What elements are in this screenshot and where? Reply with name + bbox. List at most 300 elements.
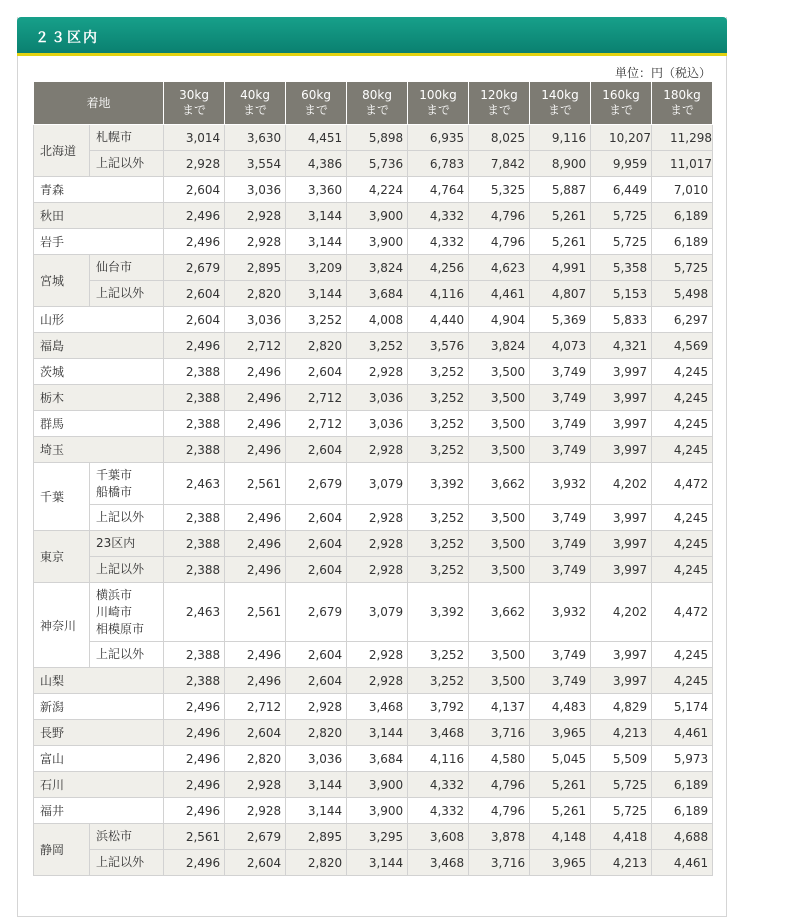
header-weight-kg: 160kg xyxy=(602,88,640,102)
header-weight xyxy=(408,82,469,125)
price-cell: 2,496 xyxy=(225,531,286,557)
price-cell: 4,796 xyxy=(469,772,530,798)
prefecture-cell: 神奈川 xyxy=(34,583,90,668)
price-cell: 2,679 xyxy=(286,583,347,642)
price-cell: 3,500 xyxy=(469,411,530,437)
table-row xyxy=(34,505,713,531)
city-cell: 上記以外 xyxy=(90,281,164,307)
price-cell: 4,991 xyxy=(530,255,591,281)
price-cell: 3,036 xyxy=(347,385,408,411)
price-cell: 2,496 xyxy=(225,385,286,411)
price-cell: 2,604 xyxy=(286,642,347,668)
price-cell: 3,997 xyxy=(591,668,652,694)
city-cell: 浜松市 xyxy=(90,824,164,850)
header-weight-suffix: まで xyxy=(548,103,573,117)
price-cell: 3,997 xyxy=(591,437,652,463)
price-cell: 5,725 xyxy=(652,255,713,281)
price-cell: 2,388 xyxy=(164,411,225,437)
price-cell: 3,965 xyxy=(530,850,591,876)
header-weight-kg: 60kg xyxy=(301,88,331,102)
price-cell: 4,451 xyxy=(286,125,347,151)
price-cell: 2,388 xyxy=(164,642,225,668)
price-cell: 3,824 xyxy=(469,333,530,359)
header-weight xyxy=(286,82,347,125)
price-cell: 3,662 xyxy=(469,583,530,642)
price-cell: 2,928 xyxy=(347,642,408,668)
price-cell: 3,878 xyxy=(469,824,530,850)
table-row xyxy=(34,411,713,437)
price-cell: 3,662 xyxy=(469,463,530,505)
price-cell: 2,928 xyxy=(164,151,225,177)
city-cell: 上記以外 xyxy=(90,151,164,177)
price-cell: 3,500 xyxy=(469,531,530,557)
price-cell: 4,472 xyxy=(652,463,713,505)
header-weight-suffix: まで xyxy=(243,103,268,117)
price-cell: 3,932 xyxy=(530,463,591,505)
prefecture-cell: 栃木 xyxy=(34,385,164,411)
price-cell: 5,261 xyxy=(530,229,591,255)
price-cell: 3,036 xyxy=(286,746,347,772)
price-cell: 2,496 xyxy=(164,203,225,229)
table-row xyxy=(34,437,713,463)
price-cell: 2,895 xyxy=(286,824,347,850)
price-cell: 4,245 xyxy=(652,642,713,668)
table-header-row xyxy=(34,82,713,125)
price-cell: 2,496 xyxy=(164,746,225,772)
header-weight-kg: 180kg xyxy=(663,88,701,102)
price-cell: 2,604 xyxy=(225,850,286,876)
prefecture-cell: 福島 xyxy=(34,333,164,359)
price-cell: 2,388 xyxy=(164,505,225,531)
price-cell: 2,820 xyxy=(225,281,286,307)
price-cell: 3,997 xyxy=(591,531,652,557)
price-cell: 4,148 xyxy=(530,824,591,850)
price-cell: 2,895 xyxy=(225,255,286,281)
price-cell: 4,137 xyxy=(469,694,530,720)
price-cell: 3,500 xyxy=(469,642,530,668)
price-cell: 3,749 xyxy=(530,385,591,411)
price-cell: 2,604 xyxy=(164,177,225,203)
price-cell: 2,496 xyxy=(164,333,225,359)
price-cell: 2,928 xyxy=(347,505,408,531)
price-cell: 4,461 xyxy=(469,281,530,307)
price-cell: 4,796 xyxy=(469,203,530,229)
price-cell: 2,496 xyxy=(164,229,225,255)
header-weight-kg: 30kg xyxy=(179,88,209,102)
price-cell: 2,928 xyxy=(347,668,408,694)
price-cell: 6,297 xyxy=(652,307,713,333)
city-cell: 仙台市 xyxy=(90,255,164,281)
price-cell: 2,496 xyxy=(225,668,286,694)
price-cell: 5,358 xyxy=(591,255,652,281)
price-cell: 3,997 xyxy=(591,505,652,531)
price-cell: 4,245 xyxy=(652,411,713,437)
prefecture-cell: 静岡 xyxy=(34,824,90,876)
table-row xyxy=(34,333,713,359)
header-weight-kg: 80kg xyxy=(362,88,392,102)
price-cell: 4,796 xyxy=(469,229,530,255)
price-cell: 5,725 xyxy=(591,798,652,824)
price-cell: 2,820 xyxy=(286,850,347,876)
price-cell: 2,820 xyxy=(286,720,347,746)
price-cell: 3,749 xyxy=(530,531,591,557)
price-cell: 3,252 xyxy=(408,437,469,463)
price-cell: 2,604 xyxy=(286,505,347,531)
price-cell: 3,932 xyxy=(530,583,591,642)
price-cell: 3,997 xyxy=(591,642,652,668)
price-cell: 2,679 xyxy=(286,463,347,505)
price-cell: 4,440 xyxy=(408,307,469,333)
price-cell: 3,684 xyxy=(347,746,408,772)
price-cell: 11,298 xyxy=(652,125,713,151)
price-cell: 3,252 xyxy=(408,359,469,385)
price-cell: 11,017 xyxy=(652,151,713,177)
price-cell: 2,712 xyxy=(286,385,347,411)
price-cell: 2,928 xyxy=(347,359,408,385)
unit-label: 単位：円（税込） xyxy=(614,66,711,80)
price-cell: 5,833 xyxy=(591,307,652,333)
price-cell: 4,256 xyxy=(408,255,469,281)
price-cell: 4,213 xyxy=(591,850,652,876)
price-cell: 3,500 xyxy=(469,359,530,385)
price-cell: 4,008 xyxy=(347,307,408,333)
prefecture-cell: 岩手 xyxy=(34,229,164,255)
header-weight-suffix: まで xyxy=(182,103,207,117)
price-cell: 3,468 xyxy=(408,850,469,876)
price-cell: 3,252 xyxy=(408,385,469,411)
table-row xyxy=(34,642,713,668)
price-cell: 3,749 xyxy=(530,359,591,385)
prefecture-cell: 東京 xyxy=(34,531,90,583)
price-cell: 3,295 xyxy=(347,824,408,850)
table-row xyxy=(34,720,713,746)
price-cell: 3,468 xyxy=(408,720,469,746)
price-cell: 3,144 xyxy=(286,281,347,307)
city-cell: 上記以外 xyxy=(90,557,164,583)
price-cell: 4,245 xyxy=(652,385,713,411)
price-cell: 7,842 xyxy=(469,151,530,177)
price-cell: 2,820 xyxy=(225,746,286,772)
price-cell: 3,749 xyxy=(530,437,591,463)
price-cell: 3,900 xyxy=(347,203,408,229)
price-cell: 4,332 xyxy=(408,798,469,824)
header-weight-kg: 120kg xyxy=(480,88,518,102)
header-weight-suffix: まで xyxy=(426,103,451,117)
price-cell: 5,498 xyxy=(652,281,713,307)
price-cell: 2,496 xyxy=(164,694,225,720)
price-cell: 3,252 xyxy=(347,333,408,359)
table-row xyxy=(34,746,713,772)
price-cell: 3,749 xyxy=(530,642,591,668)
price-cell: 3,997 xyxy=(591,557,652,583)
price-cell: 2,496 xyxy=(164,850,225,876)
price-cell: 3,716 xyxy=(469,720,530,746)
price-cell: 4,116 xyxy=(408,746,469,772)
price-cell: 2,561 xyxy=(225,463,286,505)
price-cell: 2,604 xyxy=(286,668,347,694)
price-cell: 2,604 xyxy=(225,720,286,746)
header-weight xyxy=(225,82,286,125)
header-weight xyxy=(164,82,225,125)
price-cell: 3,252 xyxy=(408,668,469,694)
prefecture-cell: 千葉 xyxy=(34,463,90,531)
price-cell: 3,749 xyxy=(530,557,591,583)
price-cell: 3,036 xyxy=(225,177,286,203)
price-cell: 3,500 xyxy=(469,505,530,531)
price-cell: 3,144 xyxy=(286,229,347,255)
header-weight xyxy=(530,82,591,125)
price-cell: 2,496 xyxy=(225,411,286,437)
price-cell: 3,608 xyxy=(408,824,469,850)
price-cell: 3,252 xyxy=(408,642,469,668)
city-cell: 札幌市 xyxy=(90,125,164,151)
price-cell: 2,604 xyxy=(286,557,347,583)
price-cell: 4,321 xyxy=(591,333,652,359)
price-cell: 5,887 xyxy=(530,177,591,203)
table-row xyxy=(34,824,713,850)
price-cell: 6,189 xyxy=(652,772,713,798)
price-cell: 4,904 xyxy=(469,307,530,333)
price-cell: 3,144 xyxy=(286,203,347,229)
price-cell: 4,829 xyxy=(591,694,652,720)
price-cell: 3,360 xyxy=(286,177,347,203)
price-cell: 4,472 xyxy=(652,583,713,642)
prefecture-cell: 茨城 xyxy=(34,359,164,385)
price-cell: 2,388 xyxy=(164,385,225,411)
price-cell: 3,144 xyxy=(347,720,408,746)
price-cell: 3,554 xyxy=(225,151,286,177)
table-row xyxy=(34,307,713,333)
price-cell: 2,604 xyxy=(164,281,225,307)
prefecture-cell: 富山 xyxy=(34,746,164,772)
price-cell: 2,496 xyxy=(164,772,225,798)
price-cell: 6,189 xyxy=(652,798,713,824)
price-cell: 3,036 xyxy=(347,411,408,437)
city-cell: 上記以外 xyxy=(90,642,164,668)
table-row xyxy=(34,531,713,557)
price-cell: 6,189 xyxy=(652,203,713,229)
price-cell: 3,252 xyxy=(408,557,469,583)
price-cell: 4,245 xyxy=(652,531,713,557)
price-cell: 4,213 xyxy=(591,720,652,746)
price-cell: 5,725 xyxy=(591,203,652,229)
table-row xyxy=(34,668,713,694)
price-cell: 3,824 xyxy=(347,255,408,281)
price-cell: 2,604 xyxy=(286,531,347,557)
price-cell: 2,679 xyxy=(225,824,286,850)
price-cell: 3,144 xyxy=(286,772,347,798)
price-cell: 10,207 xyxy=(591,125,652,151)
price-cell: 2,561 xyxy=(164,824,225,850)
price-cell: 3,900 xyxy=(347,772,408,798)
price-cell: 4,202 xyxy=(591,583,652,642)
price-cell: 5,898 xyxy=(347,125,408,151)
prefecture-cell: 群馬 xyxy=(34,411,164,437)
price-cell: 2,463 xyxy=(164,583,225,642)
prefecture-cell: 埼玉 xyxy=(34,437,164,463)
prefecture-cell: 北海道 xyxy=(34,125,90,177)
price-cell: 3,997 xyxy=(591,411,652,437)
table-row xyxy=(34,151,713,177)
table-row xyxy=(34,359,713,385)
city-cell: 上記以外 xyxy=(90,850,164,876)
price-cell: 9,959 xyxy=(591,151,652,177)
table-row xyxy=(34,798,713,824)
prefecture-cell: 青森 xyxy=(34,177,164,203)
header-destination: 着地 xyxy=(34,82,164,125)
price-cell: 3,144 xyxy=(286,798,347,824)
price-cell: 2,712 xyxy=(225,694,286,720)
header-weight-suffix: まで xyxy=(304,103,329,117)
price-cell: 4,245 xyxy=(652,557,713,583)
header-weight-kg: 40kg xyxy=(240,88,270,102)
table-row xyxy=(34,772,713,798)
price-cell: 4,569 xyxy=(652,333,713,359)
header-weight xyxy=(652,82,713,125)
price-cell: 3,630 xyxy=(225,125,286,151)
price-cell: 5,325 xyxy=(469,177,530,203)
table-row xyxy=(34,557,713,583)
price-cell: 4,245 xyxy=(652,505,713,531)
price-cell: 2,604 xyxy=(164,307,225,333)
table-row xyxy=(34,281,713,307)
price-cell: 3,014 xyxy=(164,125,225,151)
price-cell: 2,712 xyxy=(286,411,347,437)
prefecture-cell: 新潟 xyxy=(34,694,164,720)
price-cell: 3,392 xyxy=(408,583,469,642)
price-cell: 3,500 xyxy=(469,437,530,463)
price-cell: 6,935 xyxy=(408,125,469,151)
price-cell: 3,209 xyxy=(286,255,347,281)
price-cell: 6,189 xyxy=(652,229,713,255)
price-cell: 5,261 xyxy=(530,798,591,824)
table-row xyxy=(34,850,713,876)
price-cell: 2,496 xyxy=(225,359,286,385)
price-cell: 4,245 xyxy=(652,359,713,385)
price-cell: 2,928 xyxy=(225,229,286,255)
price-cell: 2,496 xyxy=(164,720,225,746)
price-cell: 5,174 xyxy=(652,694,713,720)
price-cell: 5,261 xyxy=(530,203,591,229)
price-cell: 4,073 xyxy=(530,333,591,359)
price-cell: 2,561 xyxy=(225,583,286,642)
price-cell: 5,153 xyxy=(591,281,652,307)
price-cell: 2,388 xyxy=(164,557,225,583)
price-cell: 3,252 xyxy=(408,531,469,557)
price-cell: 3,079 xyxy=(347,463,408,505)
price-cell: 3,965 xyxy=(530,720,591,746)
table-row xyxy=(34,385,713,411)
price-cell: 5,973 xyxy=(652,746,713,772)
price-cell: 4,418 xyxy=(591,824,652,850)
price-cell: 3,079 xyxy=(347,583,408,642)
price-cell: 2,496 xyxy=(225,505,286,531)
price-cell: 2,604 xyxy=(286,359,347,385)
prefecture-cell: 山梨 xyxy=(34,668,164,694)
price-cell: 2,496 xyxy=(164,798,225,824)
price-cell: 3,468 xyxy=(347,694,408,720)
price-cell: 4,202 xyxy=(591,463,652,505)
price-cell: 2,679 xyxy=(164,255,225,281)
price-cell: 3,500 xyxy=(469,385,530,411)
price-cell: 3,749 xyxy=(530,411,591,437)
header-weight-suffix: まで xyxy=(365,103,390,117)
price-cell: 2,928 xyxy=(347,557,408,583)
price-cell: 3,749 xyxy=(530,668,591,694)
price-cell: 3,252 xyxy=(286,307,347,333)
prefecture-cell: 長野 xyxy=(34,720,164,746)
price-cell: 2,928 xyxy=(347,437,408,463)
price-cell: 3,792 xyxy=(408,694,469,720)
prefecture-cell: 山形 xyxy=(34,307,164,333)
price-cell: 4,332 xyxy=(408,229,469,255)
price-cell: 4,245 xyxy=(652,668,713,694)
city-cell: 千葉市 船橋市 xyxy=(90,463,164,505)
table-row xyxy=(34,203,713,229)
price-cell: 3,684 xyxy=(347,281,408,307)
price-cell: 4,623 xyxy=(469,255,530,281)
price-cell: 4,580 xyxy=(469,746,530,772)
price-cell: 2,928 xyxy=(347,531,408,557)
price-cell: 3,900 xyxy=(347,229,408,255)
price-cell: 4,461 xyxy=(652,850,713,876)
price-cell: 4,483 xyxy=(530,694,591,720)
table-row xyxy=(34,229,713,255)
price-cell: 4,224 xyxy=(347,177,408,203)
prefecture-cell: 福井 xyxy=(34,798,164,824)
table-row xyxy=(34,125,713,151)
price-cell: 3,252 xyxy=(408,505,469,531)
header-weight xyxy=(591,82,652,125)
header-weight xyxy=(469,82,530,125)
price-cell: 2,604 xyxy=(286,437,347,463)
price-cell: 8,025 xyxy=(469,125,530,151)
price-cell: 4,461 xyxy=(652,720,713,746)
price-cell: 5,725 xyxy=(591,772,652,798)
price-cell: 3,036 xyxy=(225,307,286,333)
price-cell: 3,576 xyxy=(408,333,469,359)
price-cell: 3,500 xyxy=(469,557,530,583)
price-cell: 2,496 xyxy=(225,642,286,668)
price-cell: 3,144 xyxy=(347,850,408,876)
table-row xyxy=(34,177,713,203)
price-cell: 6,449 xyxy=(591,177,652,203)
price-cell: 5,261 xyxy=(530,772,591,798)
price-cell: 2,928 xyxy=(225,798,286,824)
price-cell: 5,736 xyxy=(347,151,408,177)
header-weight-kg: 100kg xyxy=(419,88,457,102)
price-cell: 4,332 xyxy=(408,772,469,798)
price-cell: 3,997 xyxy=(591,385,652,411)
price-cell: 2,496 xyxy=(225,437,286,463)
price-cell: 2,388 xyxy=(164,359,225,385)
price-cell: 4,386 xyxy=(286,151,347,177)
price-cell: 3,716 xyxy=(469,850,530,876)
price-cell: 3,997 xyxy=(591,359,652,385)
price-cell: 2,820 xyxy=(286,333,347,359)
prefecture-cell: 石川 xyxy=(34,772,164,798)
price-cell: 4,688 xyxy=(652,824,713,850)
city-cell: 横浜市 川崎市 相模原市 xyxy=(90,583,164,642)
header-weight-suffix: まで xyxy=(670,103,695,117)
city-cell: 23区内 xyxy=(90,531,164,557)
prefecture-cell: 秋田 xyxy=(34,203,164,229)
header-weight xyxy=(347,82,408,125)
rate-table xyxy=(33,81,713,876)
price-cell: 5,509 xyxy=(591,746,652,772)
price-cell: 5,725 xyxy=(591,229,652,255)
price-cell: 2,928 xyxy=(225,203,286,229)
